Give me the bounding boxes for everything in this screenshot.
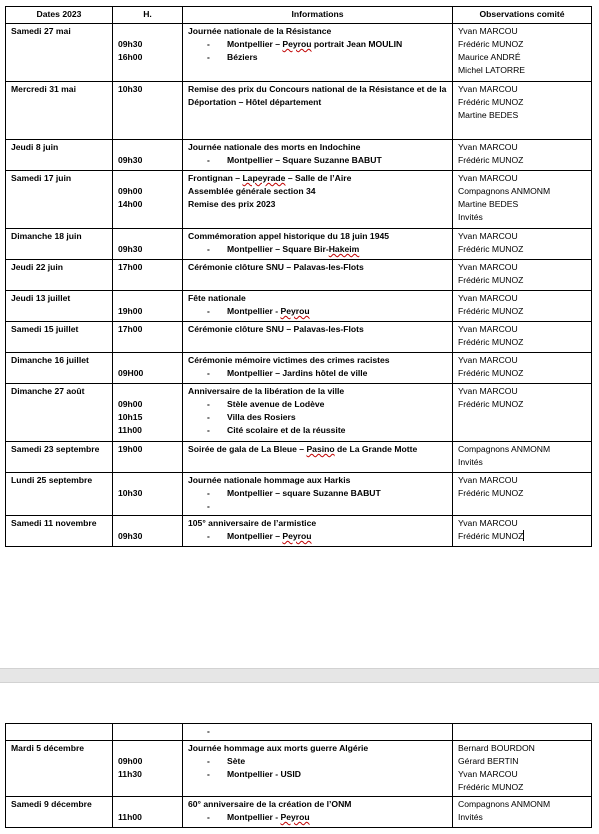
event-date: Lundi 25 septembre	[6, 473, 113, 516]
event-sub-text: Montpellier - USID	[227, 769, 302, 779]
event-times	[113, 724, 183, 741]
event-sub-text: Sète	[227, 756, 246, 766]
event-sub-location	[188, 500, 447, 513]
committee-member	[458, 725, 586, 738]
bullet-dash: -	[207, 412, 210, 422]
table-row	[6, 516, 592, 547]
event-title: Frontignan – Lapeyrade – Salle de l’Aire	[188, 173, 352, 183]
committee-observations	[453, 24, 592, 82]
bullet-dash: -	[207, 488, 210, 498]
event-sub-text: Montpellier – Peyrou	[227, 531, 312, 541]
event-time: 11h00	[118, 425, 142, 435]
event-informations	[183, 322, 453, 353]
event-times	[113, 322, 183, 353]
event-times	[113, 516, 183, 547]
event-sub-location	[188, 530, 447, 543]
bullet-dash: -	[207, 501, 210, 511]
event-title: Cérémonie clôture SNU – Palavas-les-Flots	[188, 262, 364, 272]
committee-member: Martine BEDES	[458, 110, 519, 120]
event-date: Jeudi 8 juin	[6, 140, 113, 171]
event-time	[118, 230, 177, 243]
event-time	[118, 141, 177, 154]
header-informations: Informations	[183, 7, 453, 24]
table-row	[6, 322, 592, 353]
table-row	[6, 291, 592, 322]
event-title: Remise des prix du Concours national de la Résistance et de la Déportation – Hôtel département	[188, 84, 447, 107]
bullet-dash: -	[207, 726, 210, 736]
bullet-dash: -	[207, 155, 210, 165]
spellcheck-underline: Pasino	[306, 444, 335, 454]
table-row	[6, 797, 592, 828]
spellcheck-underline: Peyrou	[282, 39, 312, 49]
event-sub-text: Montpellier – Square Suzanne BABUT	[227, 155, 382, 165]
committee-member: Frédéric MUNOZ	[458, 782, 524, 792]
event-sub-location	[188, 154, 447, 167]
committee-member: Compagnons ANMONM	[458, 799, 551, 809]
committee-observations	[453, 384, 592, 442]
spellcheck-underline: Peyrou	[280, 812, 310, 822]
event-title: Cérémonie mémoire victimes des crimes racistes	[188, 355, 390, 365]
committee-member: Martine BEDES	[458, 199, 519, 209]
event-title: Journée hommage aux morts guerre Algérie	[188, 743, 369, 753]
event-date: Samedi 27 mai	[6, 24, 113, 82]
event-title: Assemblée générale section 34	[188, 186, 316, 196]
committee-member: Frédéric MUNOZ	[458, 244, 524, 254]
committee-member: Gérard BERTIN	[458, 756, 519, 766]
event-sub-location	[188, 38, 447, 51]
bullet-dash: -	[207, 425, 210, 435]
committee-member: Yvan MARCOU	[458, 142, 518, 152]
event-time	[118, 385, 177, 398]
committee-member: Frédéric MUNOZ	[458, 39, 524, 49]
event-time: 16h00	[118, 52, 143, 62]
event-time: 09h00	[118, 186, 143, 196]
committee-observations	[453, 741, 592, 797]
committee-member: Compagnons ANMONM	[458, 444, 551, 454]
event-time	[118, 725, 177, 738]
event-informations	[183, 260, 453, 291]
event-time: 09h30	[118, 531, 143, 541]
event-date: Samedi 23 septembre	[6, 442, 113, 473]
table-row	[6, 260, 592, 291]
bullet-dash: -	[207, 769, 210, 779]
committee-observations	[453, 473, 592, 516]
committee-observations	[453, 724, 592, 741]
committee-member: Yvan MARCOU	[458, 475, 518, 485]
event-informations	[183, 353, 453, 384]
document-page-2	[0, 683, 599, 834]
event-sub-text: Montpellier - Peyrou	[227, 306, 310, 316]
event-time: 17h00	[118, 324, 143, 334]
event-time	[118, 172, 177, 185]
event-sub-text: Montpellier – Square Bir-Hakeim	[227, 244, 360, 254]
committee-member: Yvan MARCOU	[458, 231, 518, 241]
spellcheck-underline: Peyrou	[282, 531, 312, 541]
event-title: Journée nationale des morts en Indochine	[188, 142, 361, 152]
event-time: 11h30	[118, 769, 142, 779]
table-row	[6, 171, 592, 229]
event-sub-text: Montpellier - Peyrou	[227, 812, 310, 822]
event-date: Samedi 9 décembre	[6, 797, 113, 828]
event-sub-location	[188, 424, 447, 437]
event-time: 10h30	[118, 488, 143, 498]
committee-member: Yvan MARCOU	[458, 324, 518, 334]
table-row	[6, 353, 592, 384]
event-sub-text: Villa des Rosiers	[227, 412, 296, 422]
event-title: Fête nationale	[188, 293, 246, 303]
event-time: 09h30	[118, 39, 143, 49]
event-time: 10h30	[118, 84, 143, 94]
committee-member: Yvan MARCOU	[458, 173, 518, 183]
committee-member: Frédéric MUNOZ	[458, 306, 524, 316]
event-sub-text: Montpellier – Jardins hôtel de ville	[227, 368, 368, 378]
committee-member: Yvan MARCOU	[458, 84, 518, 94]
bullet-dash: -	[207, 52, 210, 62]
event-informations	[183, 291, 453, 322]
committee-member: Yvan MARCOU	[458, 355, 518, 365]
event-title: Soirée de gala de La Bleue – Pasino de La Grande Motte	[188, 444, 418, 454]
committee-observations	[453, 322, 592, 353]
event-times	[113, 171, 183, 229]
event-sub-location	[188, 755, 447, 768]
bullet-dash: -	[207, 244, 210, 254]
event-title: Journée nationale hommage aux Harkis	[188, 475, 351, 485]
table-row	[6, 229, 592, 260]
event-sub-location	[188, 725, 447, 738]
table-row	[6, 741, 592, 797]
event-title: Remise des prix 2023	[188, 199, 276, 209]
event-date: Jeudi 22 juin	[6, 260, 113, 291]
committee-member: Maurice ANDRÉ	[458, 52, 521, 62]
spellcheck-underline: Lapeyrade	[242, 173, 286, 183]
event-sub-location	[188, 398, 447, 411]
event-time	[118, 292, 177, 305]
committee-observations	[453, 353, 592, 384]
committee-observations	[453, 140, 592, 171]
event-time: 09h00	[118, 399, 143, 409]
event-informations	[183, 24, 453, 82]
event-date: Samedi 11 novembre	[6, 516, 113, 547]
event-sub-text: Montpellier – Peyrou portrait Jean MOULIN	[227, 39, 403, 49]
committee-member: Invités	[458, 457, 483, 467]
event-informations	[183, 140, 453, 171]
event-title: Commémoration appel historique du 18 juin 1945	[188, 231, 390, 241]
event-informations	[183, 741, 453, 797]
table-row	[6, 384, 592, 442]
event-time	[118, 354, 177, 367]
event-informations	[183, 384, 453, 442]
event-date: Mercredi 31 mai	[6, 82, 113, 140]
event-time: 09H00	[118, 368, 144, 378]
event-times	[113, 741, 183, 797]
table-row	[6, 82, 592, 140]
event-date: Dimanche 27 août	[6, 384, 113, 442]
event-time: 11h00	[118, 812, 142, 822]
event-date: Samedi 17 juin	[6, 171, 113, 229]
table-row	[6, 140, 592, 171]
event-sub-location	[188, 768, 447, 781]
committee-member: Yvan MARCOU	[458, 26, 518, 36]
event-times	[113, 442, 183, 473]
committee-member: Frédéric MUNOZ	[458, 399, 524, 409]
committee-member: Yvan MARCOU	[458, 386, 518, 396]
committee-member: Frédéric MUNOZ	[458, 488, 524, 498]
event-times	[113, 473, 183, 516]
committee-observations	[453, 82, 592, 140]
event-title: Journée nationale de la Résistance	[188, 26, 332, 36]
committee-member: Invités	[458, 812, 483, 822]
event-times	[113, 291, 183, 322]
event-informations	[183, 442, 453, 473]
event-sub-location	[188, 411, 447, 424]
event-informations	[183, 229, 453, 260]
event-time	[118, 517, 177, 530]
table-row	[6, 442, 592, 473]
committee-member: Compagnons ANMONM	[458, 186, 551, 196]
committee-member: Frédéric MUNOZ	[458, 368, 524, 378]
event-times	[113, 24, 183, 82]
header-dates: Dates 2023	[6, 7, 113, 24]
bullet-dash: -	[207, 306, 210, 316]
bullet-dash: -	[207, 39, 210, 49]
event-sub-text: Montpellier – square Suzanne BABUT	[227, 488, 381, 498]
committee-observations	[453, 171, 592, 229]
event-informations	[183, 516, 453, 547]
schedule-table	[5, 6, 592, 547]
text-cursor	[523, 530, 524, 541]
event-time	[118, 64, 177, 77]
event-title: Anniversaire de la libération de la ville	[188, 386, 345, 396]
event-times	[113, 82, 183, 140]
committee-observations	[453, 442, 592, 473]
event-times	[113, 229, 183, 260]
event-title: 60° anniversaire de la création de l’ONM	[188, 799, 352, 809]
bullet-dash: -	[207, 756, 210, 766]
event-time: 09h30	[118, 155, 143, 165]
event-times	[113, 384, 183, 442]
bullet-dash: -	[207, 531, 210, 541]
committee-member: Yvan MARCOU	[458, 518, 518, 528]
table-header-row	[6, 7, 592, 24]
committee-member: Frédéric MUNOZ	[458, 531, 524, 541]
spellcheck-underline: Peyrou	[280, 306, 310, 316]
bullet-dash: -	[207, 399, 210, 409]
committee-observations	[453, 229, 592, 260]
event-time: 19h00	[118, 444, 143, 454]
event-title: Cérémonie clôture SNU – Palavas-les-Flots	[188, 324, 364, 334]
event-sub-text: Cité scolaire et de la réussite	[227, 425, 346, 435]
event-informations	[183, 797, 453, 828]
event-informations	[183, 724, 453, 741]
committee-observations	[453, 291, 592, 322]
committee-member: Frédéric MUNOZ	[458, 155, 524, 165]
event-sub-location	[188, 487, 447, 500]
event-times	[113, 797, 183, 828]
event-sub-text: Stèle avenue de Lodève	[227, 399, 325, 409]
spellcheck-underline: Hakeim	[328, 244, 360, 254]
event-time	[118, 474, 177, 487]
event-time: 17h00	[118, 262, 143, 272]
event-time	[118, 742, 177, 755]
committee-observations	[453, 260, 592, 291]
committee-observations	[453, 516, 592, 547]
committee-member: Frédéric MUNOZ	[458, 275, 524, 285]
event-sub-location	[188, 367, 447, 380]
event-sub-location	[188, 51, 447, 64]
event-sub-text: Béziers	[227, 52, 258, 62]
event-time	[118, 798, 177, 811]
committee-member: Frédéric MUNOZ	[458, 337, 524, 347]
event-time	[118, 25, 177, 38]
header-observations: Observations comité	[453, 7, 592, 24]
event-time: 09h30	[118, 244, 143, 254]
event-times	[113, 353, 183, 384]
page-break-gap	[0, 668, 599, 683]
committee-member: Frédéric MUNOZ	[458, 97, 524, 107]
table-row	[6, 724, 592, 741]
committee-member: Invités	[458, 212, 483, 222]
event-informations	[183, 82, 453, 140]
header-hours: H.	[113, 7, 183, 24]
event-date: Samedi 15 juillet	[6, 322, 113, 353]
table-row	[6, 473, 592, 516]
event-title: 105° anniversaire de l’armistice	[188, 518, 317, 528]
committee-member: Michel LATORRE	[458, 65, 526, 75]
event-sub-location	[188, 811, 447, 824]
event-informations	[183, 473, 453, 516]
committee-observations	[453, 797, 592, 828]
committee-member: Bernard BOURDON	[458, 743, 535, 753]
event-date	[6, 724, 113, 741]
committee-member: Yvan MARCOU	[458, 293, 518, 303]
event-sub-location	[188, 243, 447, 256]
event-date: Dimanche 16 juillet	[6, 353, 113, 384]
table-row	[6, 24, 592, 82]
event-date: Dimanche 18 juin	[6, 229, 113, 260]
event-time: 09h00	[118, 756, 143, 766]
event-time: 19h00	[118, 306, 143, 316]
bullet-dash: -	[207, 812, 210, 822]
event-time: 10h15	[118, 412, 143, 422]
event-times	[113, 140, 183, 171]
event-informations	[183, 171, 453, 229]
event-sub-location	[188, 305, 447, 318]
schedule-table-continued	[5, 723, 592, 828]
event-date: Jeudi 13 juillet	[6, 291, 113, 322]
event-times	[113, 260, 183, 291]
event-date: Mardi 5 décembre	[6, 741, 113, 797]
committee-member: Yvan MARCOU	[458, 769, 518, 779]
event-time: 14h00	[118, 199, 143, 209]
committee-member: Yvan MARCOU	[458, 262, 518, 272]
bullet-dash: -	[207, 368, 210, 378]
